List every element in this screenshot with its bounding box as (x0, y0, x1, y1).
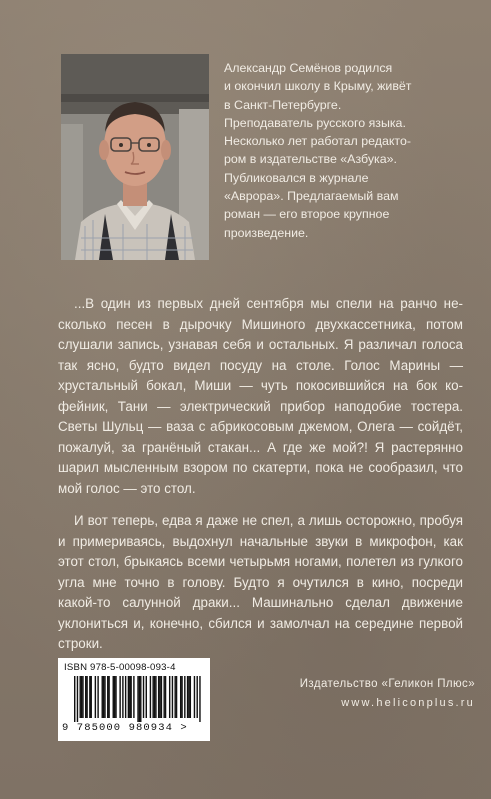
author-bio: Александр Семёнов родился и окончил школу в Крыму, живёт в Санкт-Петербурге. Преподаватель русского языка. Несколько лет работал редакто- ром в издательстве «Азбука». Публиковался в журнале «Аврора». Предлагаемый вам роман — его второе крупное произведение. (224, 61, 412, 240)
barcode-bar (122, 676, 123, 718)
barcode-bar (152, 676, 153, 718)
barcode-bar (107, 676, 108, 718)
barcode-bar (103, 676, 104, 718)
barcode-bar (199, 676, 200, 722)
barcode-bar (139, 676, 140, 722)
barcode-bar (159, 676, 160, 718)
barcode-bar (95, 676, 96, 718)
isbn-label: ISBN 978-5-00098-093-4 (64, 662, 176, 673)
barcode-bar (163, 676, 164, 718)
barcode-bar (113, 676, 114, 718)
barcode-bar (108, 676, 109, 718)
barcode-bar (155, 676, 156, 718)
barcode-bar (81, 676, 82, 718)
barcode-bar (196, 676, 197, 718)
barcode-bar (174, 676, 175, 718)
barcode-bar (187, 676, 188, 718)
barcode-bar (180, 676, 181, 718)
author-photo (61, 54, 209, 260)
publisher-name: Издательство «Геликон Плюс» (299, 678, 475, 690)
barcode-bar (128, 676, 129, 718)
barcode-bar (190, 676, 191, 718)
barcode-bar (140, 676, 141, 722)
barcode-bar (86, 676, 87, 718)
barcode-bar (176, 676, 177, 718)
barcode-bar (158, 676, 159, 718)
barcode-bar (150, 676, 151, 718)
barcode-bar (74, 676, 75, 722)
excerpt-paragraph: И вот теперь, едва я даже не спел, а лишь осторожно, пробуя и примериваясь, выдохнул начальные звуки в микрофон, как этот стол, брыкаясь всеми четырьмя ногами, полетел из гулкого угла мне точно в голову. Будто я очутился в кино, посреди какой-то салунной драки... Машинально сделал движение уклониться и, конечно, сбился и замолчал на середине первой строки. (58, 513, 463, 651)
publisher-website: www.heliconplus.ru (341, 697, 475, 709)
barcode-bar (165, 676, 166, 718)
barcode-bar (161, 676, 162, 718)
barcode-graphic (74, 676, 202, 722)
barcode-digits: 9 785000 980934 > (62, 722, 188, 734)
barcode-bar (80, 676, 81, 718)
barcode-bar (130, 676, 131, 718)
barcode-bar (146, 676, 147, 718)
barcode-bar (85, 676, 86, 718)
barcode-bar (133, 676, 134, 718)
barcode-bar (104, 676, 105, 718)
barcode-bar (194, 676, 195, 718)
barcode-bar (137, 676, 138, 722)
barcode-bar (184, 676, 185, 718)
barcode-bar (77, 676, 78, 722)
barcode-bar (115, 676, 116, 718)
barcode-bar (188, 676, 189, 718)
barcode-bar (172, 676, 173, 718)
barcode-bar (129, 676, 130, 718)
barcode-bar (102, 676, 103, 718)
book-excerpt (58, 294, 463, 667)
barcode-bar (169, 676, 170, 718)
barcode-bar (82, 676, 83, 718)
barcode-bar (154, 676, 155, 718)
barcode-bar (119, 676, 120, 718)
barcode-bar (143, 676, 144, 718)
isbn-barcode-box (58, 658, 210, 741)
barcode-bar (97, 676, 98, 718)
barcode-bar (89, 676, 90, 718)
barcode-bar (125, 676, 126, 718)
barcode-bar (181, 676, 182, 718)
barcode-bar (114, 676, 115, 718)
barcode-bar (91, 676, 92, 718)
excerpt-paragraph: ...В один из первых дней сентября мы спели на ранчо несколько песен в дырочку Мишиного двухкассетника, потом слушали запись, узнавая себя и остальных. Я различал голоса так ясно, будто видел посуду на столе. Голос Марины — хрустальный бокал, Миши — чуть покосившийся на бок кофейник, Тани — электрический прибор наподобие тостера. Светы Шульц — ваза с абрикосовым джемом, Олега — сойдёт, пожалуй, за гранёный стакан... А где же мой?! Я растерянно шарил мысленным взором по скатерти, пока не сообразил, что мой голос — это стол. (58, 296, 463, 496)
